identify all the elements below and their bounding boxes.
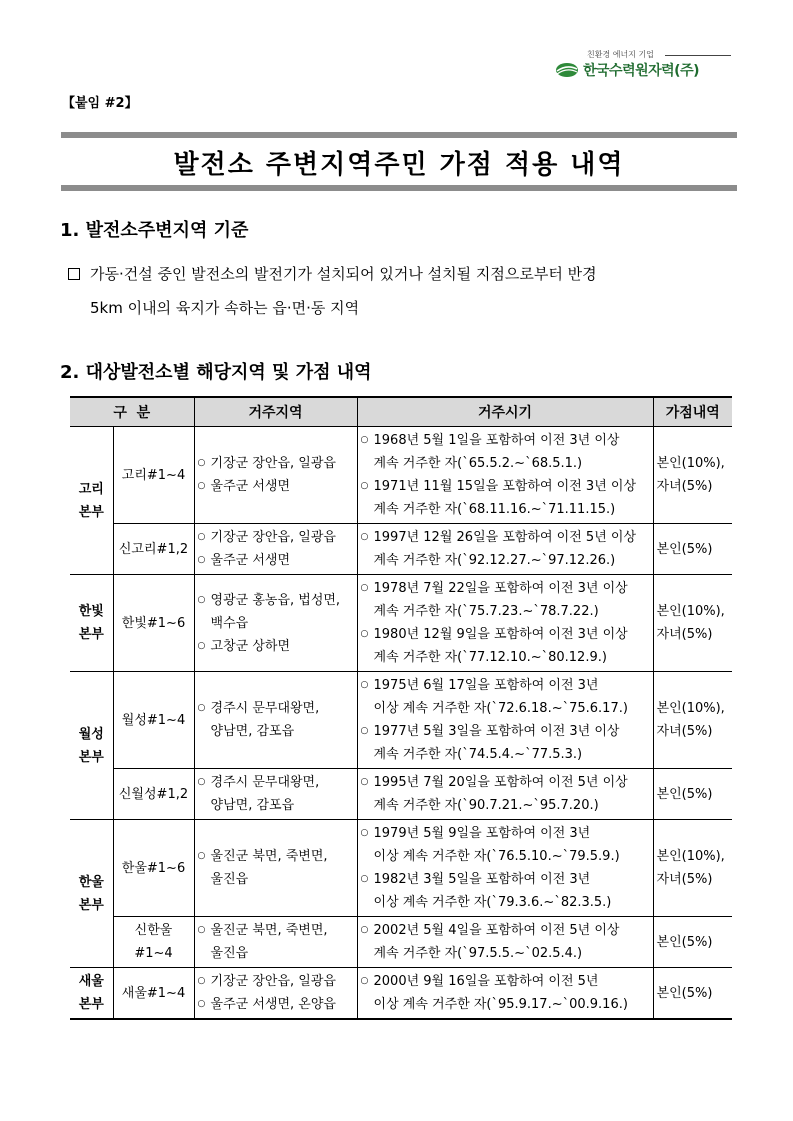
period-condition: ○ 2002년 5월 4일을 포함하여 이전 5년 이상 [373,923,620,938]
hq-name: 새울 [78,974,104,989]
period-item [361,577,650,623]
period-range: 계속 거주한 자(`92.12.27.~`97.12.26.) [373,553,616,568]
area-item: ○ 울주군 서생면, 온양읍 [198,993,354,1016]
period-condition: ○ 1978년 7월 22일을 포함하여 이전 3년 이상 [373,581,628,596]
logo-swoosh-icon [555,62,579,78]
header-category: 구 분 [70,397,194,427]
bonus-value: 자녀(5%) [656,479,713,494]
bonus-cell [653,575,732,672]
bonus-value: 본인(5%) [656,934,713,950]
bonus-points-table [70,396,732,1020]
checkbox-bullet-icon [68,268,80,280]
hq-name: 본부 [78,897,104,913]
table-row [70,769,732,820]
hq-name: 본부 [78,749,104,765]
hq-cell [70,672,113,820]
title-top-rule [61,132,737,138]
residence-period-cell [357,524,653,575]
period-range: 계속 거주한 자(`68.11.16.~`71.11.15.) [373,502,616,517]
bonus-cell [653,820,732,917]
bonus-value: 본인(5%) [656,985,713,1001]
unit-cell: 고리#1~4 [113,427,194,524]
area-continuation: 양남면, 감포읍 [210,798,295,813]
company-logo [553,46,733,84]
hq-cell [70,968,113,1020]
area-continuation: 양남면, 감포읍 [210,724,295,739]
table-row [70,820,732,917]
residence-area-cell [194,575,357,672]
table-row [70,968,732,1020]
area-continuation: 울진읍 [210,946,249,961]
residence-area-cell [194,917,357,968]
title-bottom-rule [61,185,737,191]
period-range: 계속 거주한 자(`97.5.5.~`02.5.4.) [373,946,583,961]
table-header-row [70,397,732,427]
period-range: 계속 거주한 자(`75.7.23.~`78.7.22.) [373,604,599,619]
period-condition: ○ 1980년 12월 9일을 포함하여 이전 3년 이상 [373,627,628,642]
table-row [70,575,732,672]
period-item [361,919,650,965]
period-range: 이상 계속 거주한 자(`76.5.10.~`79.5.9.) [373,849,620,864]
hq-name: 본부 [78,627,104,642]
section-1-heading: 1. 발전소주변지역 기준 [60,220,249,241]
unit-cell: 한울#1~6 [113,820,194,917]
unit-cell: 새울#1~4 [113,968,194,1020]
period-range: 이상 계속 거주한 자(`95.9.17.~`00.9.16.) [373,997,628,1012]
area-item: ○ 울주군 서생면 [198,549,354,572]
period-condition: ○ 1995년 7월 20일을 포함하여 이전 5년 이상 [373,775,628,790]
table-row [70,427,732,524]
period-condition: ○ 2000년 9월 16일을 포함하여 이전 5년 [373,974,599,989]
hq-cell [70,575,113,672]
hq-name: 월성 [78,726,104,742]
bonus-value: 본인(10%), [656,604,725,619]
area-item: ○ 기장군 장안읍, 일광읍 [198,526,354,549]
bonus-cell [653,769,732,820]
area-item: ○ 기장군 장안읍, 일광읍 [198,970,354,993]
page-title: 발전소 주변지역주민 가점 적용 내역 [173,150,625,180]
residence-area-cell [194,769,357,820]
bonus-cell [653,524,732,575]
bonus-value: 자녀(5%) [656,724,713,739]
period-range: 이상 계속 거주한 자(`72.6.18.~`75.6.17.) [373,701,628,716]
bonus-value: 본인(5%) [656,786,713,802]
residence-period-cell [357,968,653,1020]
residence-period-cell [357,427,653,524]
logo-company-name: 한국수력원자력(주) [583,63,699,79]
hq-name: 한빛 [78,604,104,619]
residence-period-cell [357,820,653,917]
period-item [361,623,650,669]
hq-name: 한울 [78,874,104,890]
period-range: 이상 계속 거주한 자(`79.3.6.~`82.3.5.) [373,895,612,910]
period-condition: ○ 1975년 6월 17일을 포함하여 이전 3년 [373,678,599,693]
residence-period-cell [357,917,653,968]
period-condition: ○ 1982년 3월 5일을 포함하여 이전 3년 [373,872,591,887]
residence-period-cell [357,575,653,672]
logo-tagline-rule [665,55,731,56]
unit-cell: 월성#1~4 [113,672,194,769]
area-item: ○ 울진군 북면, 죽변면, [198,919,354,942]
bonus-value: 본인(10%), [656,701,725,716]
logo-tagline: 친환경 에너지 기업 [587,50,654,59]
hq-name: 본부 [78,504,104,520]
area-item: ○ 울진군 북면, 죽변면, [198,845,354,868]
bonus-value: 본인(10%), [656,849,725,864]
period-item [361,868,650,914]
period-condition: ○ 1968년 5월 1일을 포함하여 이전 3년 이상 [373,433,620,448]
unit-cell: 신고리#1,2 [113,524,194,575]
residence-period-cell [357,672,653,769]
period-item [361,429,650,475]
period-item [361,771,650,817]
header-residence-period: 거주시기 [357,397,653,427]
bonus-value: 자녀(5%) [656,872,713,887]
bonus-cell [653,672,732,769]
bonus-value: 본인(10%), [656,456,725,471]
period-condition: ○ 1979년 5월 9일을 포함하여 이전 3년 [373,826,591,841]
hq-cell [70,820,113,968]
residence-area-cell [194,820,357,917]
period-item [361,720,650,766]
period-condition: ○ 1997년 12월 26일을 포함하여 이전 5년 이상 [373,530,637,545]
area-item: ○ 울주군 서생면 [198,475,354,498]
unit-cell: 한빛#1~6 [113,575,194,672]
header-residence-area: 거주지역 [194,397,357,427]
criterion-line-1: 가동·건설 중인 발전소의 발전기가 설치되어 있거나 설치될 지점으로부터 반경 [90,265,597,283]
period-condition: ○ 1977년 5월 3일을 포함하여 이전 3년 이상 [373,724,620,739]
residence-area-cell [194,672,357,769]
table-row [70,917,732,968]
area-item: ○ 경주시 문무대왕면, [198,771,354,794]
area-item: ○ 고창군 상하면 [198,635,354,658]
period-item [361,674,650,720]
bonus-cell [653,968,732,1020]
period-item [361,526,650,572]
bonus-value: 본인(5%) [656,541,713,557]
period-range: 계속 거주한 자(`77.12.10.~`80.12.9.) [373,650,607,665]
area-item: ○ 영광군 홍농읍, 법성면, [198,589,354,612]
table-row [70,524,732,575]
period-item [361,970,650,1016]
period-condition: ○ 1971년 11월 15일을 포함하여 이전 3년 이상 [373,479,637,494]
bonus-cell [653,427,732,524]
section-1-criterion [68,257,740,325]
residence-area-cell [194,427,357,524]
unit-cell: 신한울#1~4 [113,917,194,968]
hq-cell [70,427,113,575]
table-row [70,672,732,769]
residence-period-cell [357,769,653,820]
residence-area-cell [194,968,357,1020]
period-item [361,475,650,521]
attachment-label: 【붙임 #2】 [62,96,138,111]
period-range: 계속 거주한 자(`74.5.4.~`77.5.3.) [373,747,583,762]
bonus-cell [653,917,732,968]
area-continuation: 울진읍 [210,872,249,887]
area-item: ○ 기장군 장안읍, 일광읍 [198,452,354,475]
period-range: 계속 거주한 자(`65.5.2.~`68.5.1.) [373,456,583,471]
residence-area-cell [194,524,357,575]
hq-name: 고리 [78,481,104,497]
header-bonus: 가점내역 [653,397,732,427]
period-range: 계속 거주한 자(`90.7.21.~`95.7.20.) [373,798,599,813]
period-item [361,822,650,868]
hq-name: 본부 [78,997,104,1012]
section-2-heading: 2. 대상발전소별 해당지역 및 가점 내역 [60,362,372,383]
bonus-value: 자녀(5%) [656,627,713,642]
unit-cell: 신월성#1,2 [113,769,194,820]
area-item: ○ 경주시 문무대왕면, [198,697,354,720]
criterion-line-2: 5km 이내의 육지가 속하는 읍·면·동 지역 [90,299,360,317]
area-continuation: 백수읍 [210,615,249,631]
